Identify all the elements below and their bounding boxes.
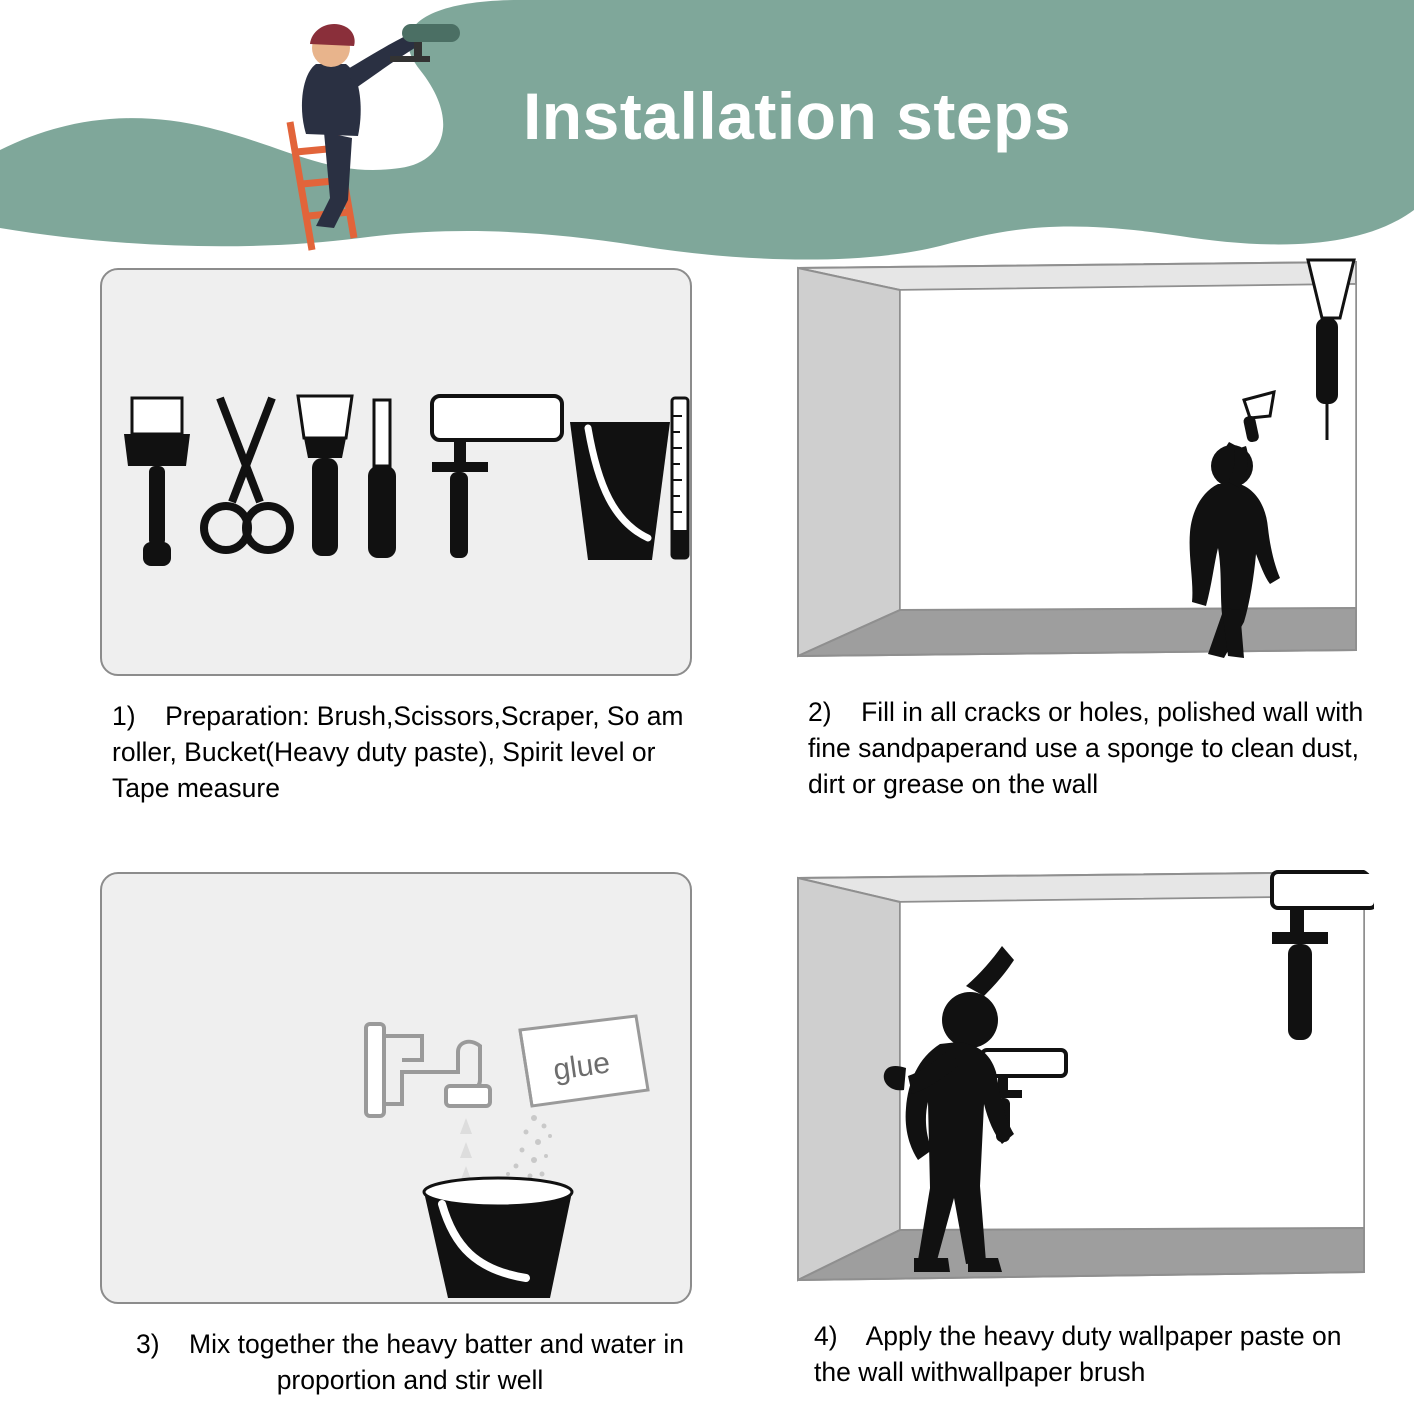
step-2-text: Fill in all cracks or holes, polished wall with fine sandpaperand use a sponge to clean dust, dirt or grease on the wall [808,697,1364,799]
step-2 [788,258,1366,802]
painter-on-ladder-icon [272,12,492,252]
step-1-image [100,268,692,676]
bucket-icon [424,1178,572,1298]
spirit-level-icon [672,398,688,558]
step-2-caption [788,694,1374,802]
person-rolling-paste-illustration [788,868,1374,1298]
scissors-icon [204,398,290,550]
step-2-image [788,258,1366,676]
person-scraping-wall-illustration [788,258,1366,676]
step-4-caption [788,1318,1380,1390]
step-3-text: Mix together the heavy batter and water in proportion and stir well [189,1329,684,1395]
glue-bag-icon [520,1016,648,1106]
step-1-text: Preparation: Brush,Scissors,Scraper, So am roller, Bucket(Heavy duty paste), Spirit level or Tape measure [112,701,684,803]
bucket-icon [570,422,670,560]
step-3-caption [100,1326,700,1398]
brush-icon [124,398,190,566]
tap-glue-bucket-illustration [102,874,690,1302]
step-4 [788,868,1374,1390]
glue-label: glue [551,1046,612,1087]
page-title: Installation steps [522,79,1072,153]
step-1-number: 1) [112,701,136,731]
header-banner [0,0,1414,265]
step-1-caption [100,698,692,806]
tools-row-illustration [102,270,690,674]
step-3 [100,872,692,1398]
utility-knife-icon [368,400,396,558]
step-4-text: Apply the heavy duty wallpaper paste on the wall withwallpaper brush [814,1321,1342,1387]
water-drops [460,1118,472,1182]
step-2-number: 2) [808,697,832,727]
step-3-number: 3) [135,1329,160,1359]
step-3-image [100,872,692,1304]
foam-roller-icon [432,396,562,558]
tap-icon [366,1024,490,1116]
scraper-icon [298,396,352,556]
step-1 [100,268,692,806]
step-4-image [788,868,1374,1304]
step-4-number: 4) [814,1321,838,1351]
